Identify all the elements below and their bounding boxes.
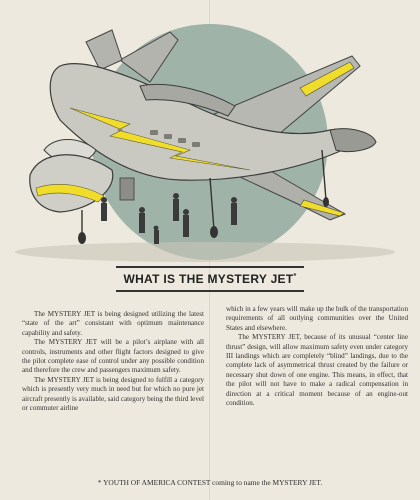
nose-section <box>30 155 113 212</box>
rear-exhaust <box>330 129 376 152</box>
paragraph: which in a few years will make up the bulk of the transportation requirements of all outlying communities over the United States and elsewhere. <box>226 305 408 332</box>
heading-box <box>116 266 304 292</box>
right-column <box>226 305 408 408</box>
ground-shadow <box>15 242 395 262</box>
title-text: WHAT IS THE MYSTERY JET <box>123 272 294 286</box>
paragraph: The MYSTERY JET, because of its unusual “center line thrust” design, will allow maximum safety even under category III landings which are completely “blind” landings, due to the complete lack of asymmetrical thrust created by the failure or necessary shut down of one engine. This means, in effect, that the pilot will not have to make a radical compensation in direction at a critical moment because of an engine-out condition. <box>226 333 408 408</box>
footer-note: * YOUTH OF AMERICA CONTEST coming to name the MYSTERY JET. <box>97 478 323 487</box>
paragraph: The MYSTERY JET is being designed to fulfill a category which is presently very much in need but for which no pure jet aircraft presently is available, said category being the third level or commuter airline <box>22 375 204 413</box>
title-asterisk: * <box>293 273 297 280</box>
left-column <box>22 310 204 413</box>
tail-fin <box>86 30 122 70</box>
paragraph: The MYSTERY JET is being designed utilizing the latest “state of the art” consistant with optimum maintenance capability and safety. <box>22 310 204 337</box>
cabin-door <box>120 178 134 200</box>
page-title <box>123 272 296 286</box>
paragraph: The MYSTERY JET will be a pilot’s airplane with all controls, instruments and other flight factors designed to give the pilot complete ease of control under any possible condition and therefore the crew and passengers maximum safety. <box>22 338 204 375</box>
